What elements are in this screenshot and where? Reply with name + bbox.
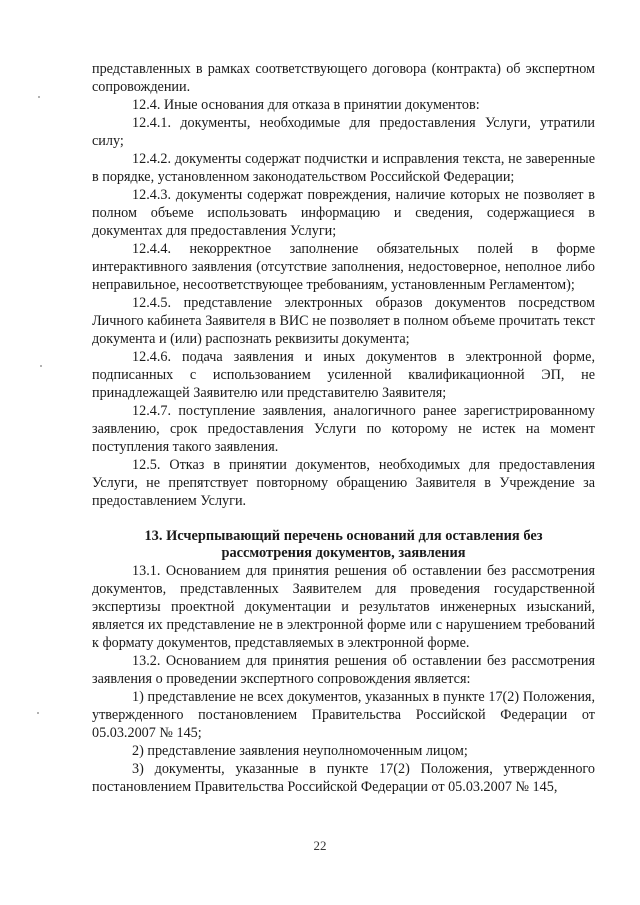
document-page xyxy=(92,60,595,796)
paragraph-12-4: 12.4. Иные основания для отказа в принятии документов: xyxy=(132,97,480,113)
paragraph-12-4-5: 12.4.5. представление электронных образов документов посредством Личного кабинета Заявителя в ВИС не позволяет в полном объеме прочитать текст документа и (или) распознать реквизиты документа; xyxy=(92,295,595,347)
paragraph-12-4-7: 12.4.7. поступление заявления, аналогичного ранее зарегистрированному заявлению, срок предоставления Услуги по которому не истек на момент поступления такого заявления. xyxy=(92,403,595,455)
paragraph-12-4-4: 12.4.4. некорректное заполнение обязательных полей в форме интерактивного заявления (отсутствие заполнения, недостоверное, неполное либо неправильное, несоответствующее требованиям, установленным Регламентом); xyxy=(92,241,595,293)
section-heading-line-1: 13. Исчерпывающий перечень оснований для оставления без xyxy=(144,528,543,544)
paragraph-12-4-2: 12.4.2. документы содержат подчистки и исправления текста, не заверенные в порядке, установленном законодательством Российской Федерации; xyxy=(92,151,595,185)
section-heading-line-2: рассмотрения документов, заявления xyxy=(221,545,466,561)
paragraph-12-4-6: 12.4.6. подача заявления и иных документов в электронной форме, подписанных с использованием усиленной квалификационной ЭП, не принадлежащей Заявителю или представителю Заявителя; xyxy=(92,349,595,401)
list-item-3: 3) документы, указанные в пункте 17(2) Положения, утвержденного постановлением Правительства Российской Федерации от 05.03.2007 № 145, xyxy=(92,761,595,795)
paragraph-12-4-3: 12.4.3. документы содержат повреждения, наличие которых не позволяет в полном объеме использовать информацию и сведения, содержащиеся в документах для предоставления Услуги; xyxy=(92,187,595,239)
scan-speck xyxy=(37,712,39,714)
section-heading xyxy=(92,528,595,562)
paragraph-12-4-1: 12.4.1. документы, необходимые для предоставления Услуги, утратили силу; xyxy=(92,115,595,149)
list-item-1: 1) представление не всех документов, указанных в пункте 17(2) Положения, утвержденного постановлением Правительства Российской Федерации от 05.03.2007 № 145; xyxy=(92,689,595,741)
scan-speck xyxy=(40,365,42,367)
paragraph-continuation: представленных в рамках соответствующего договора (контракта) об экспертном сопровождении. xyxy=(92,61,595,95)
paragraph-12-5: 12.5. Отказ в принятии документов, необходимых для предоставления Услуги, не препятствует повторному обращению Заявителя в Учреждение за предоставлением Услуги. xyxy=(92,457,595,509)
scan-speck xyxy=(38,96,40,98)
paragraph-13-1: 13.1. Основанием для принятия решения об оставлении без рассмотрения документов, представленных Заявителем для проведения государственной экспертизы проектной документации и результатов инженерных изысканий, является их представление не в электронной форме или с нарушением требований к формату документов, представляемых в электронной форме. xyxy=(92,563,595,651)
list-item-2: 2) представление заявления неуполномоченным лицом; xyxy=(132,743,468,759)
paragraph-13-2: 13.2. Основанием для принятия решения об оставлении без рассмотрения заявления о проведении экспертного сопровождения является: xyxy=(92,653,595,687)
page-number: 22 xyxy=(313,838,327,853)
